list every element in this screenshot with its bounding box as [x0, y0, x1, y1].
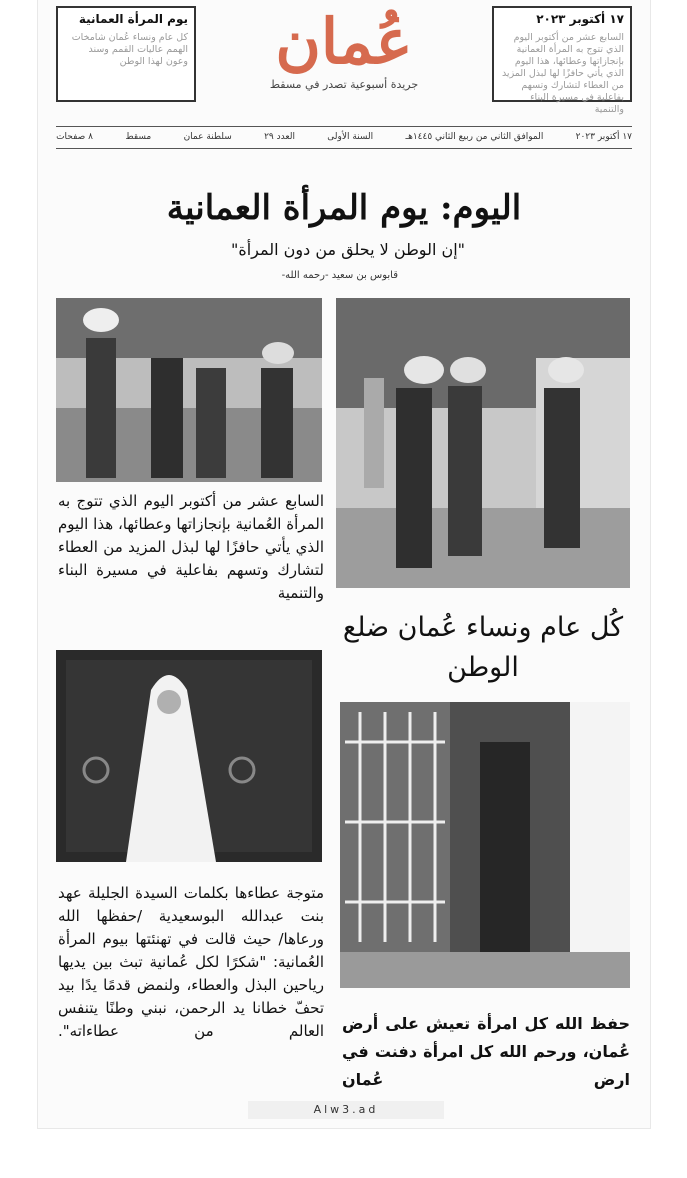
meta-pages: ٨ صفحات — [56, 132, 94, 142]
meta-year: السنة الأولى — [327, 132, 374, 142]
womens-day-box — [56, 6, 196, 102]
date-box-text: السابع عشر من أكتوبر اليوم الذي تتوج به المرأة العمانية بإنجازاتها وعطائها، هذا اليوم الذي يأتي حافزًا لها لبذل المزيد من العطاء لتشارك وتسهم بفاعلية في مسيرة البناء والتنمية — [501, 32, 624, 115]
sayyida-paragraph: متوجة عطاءها بكلمات السيدة الجليلة عهد بنت عبدالله البوسعيدية /حفظها الله ورعاها/ حيث قالت في تهنئتها بيوم المرأة العُمانية: "شكرًا لكل عُمانية تبث بين يديها رياحين البذل والعطاء، ولنمض قدمًا يدًا بيد تحفّ خطانا يد الرحمن، نبني وطنًا يتنفس العالم من عطاءاته". — [58, 884, 324, 1040]
issue-meta-bar — [56, 132, 632, 142]
date-box — [492, 6, 632, 115]
womens-day-box-text: كل عام ونساء عُمان شامخات الهمم عاليات القمم وسند وعون لهذا الوطن — [71, 32, 188, 67]
quote: "إن الوطن لا يحلق من دون المرأة" — [230, 240, 466, 259]
caption-women-rib-of-nation: كُل عام ونساء عُمان ضلع الوطن — [342, 612, 624, 683]
logo-tagline: جريدة أسبوعية تصدر في مسقط — [269, 78, 419, 91]
quote-source: قابوس بن سعيد -رحمه الله- — [281, 270, 398, 281]
photo-women-carrying-pots — [56, 298, 322, 482]
main-headline: اليوم: يوم المرأة العمانية — [166, 188, 522, 228]
masthead-logo — [218, 6, 470, 91]
watermark: Alw3.ad — [248, 1101, 444, 1119]
date-box-date: ١٧ أكتوبر ٢٠٢٣ — [536, 12, 624, 26]
meta-issue: العدد ٢٩ — [264, 132, 295, 142]
photo-women-walking-village — [336, 298, 630, 588]
photo-sayyida-in-white — [56, 650, 322, 862]
masthead-rule-bottom — [56, 148, 632, 149]
masthead-rule-top — [56, 126, 632, 127]
newspaper-page — [38, 0, 650, 1128]
intro-paragraph: السابع عشر من أكتوبر اليوم الذي تتوج به المرأة العُمانية بإنجازاتها وعطائها، هذا اليوم الذي يأتي حافزًا لها لبذل المزيد من العطاء لتشارك وتسهم بفاعلية في مسيرة البناء والتنمية — [58, 492, 324, 602]
logo-name: عُمان — [275, 5, 413, 78]
meta-country: سلطنة عمان — [183, 132, 232, 142]
womens-day-box-title: يوم المرأة العمانية — [78, 12, 188, 26]
meta-hijri: الموافق الثاني من ربيع الثاني ١٤٤٥هـ — [405, 132, 544, 142]
meta-city: مسقط — [125, 132, 152, 142]
photo-woman-at-gate — [340, 702, 630, 988]
prayer-text: حفظ الله كل امرأة تعيش على أرض عُمان، ورحم الله كل امرأة دفنت في ارض عُمان — [342, 1014, 630, 1089]
meta-date: ١٧ أكتوبر ٢٠٢٣ — [575, 132, 632, 142]
